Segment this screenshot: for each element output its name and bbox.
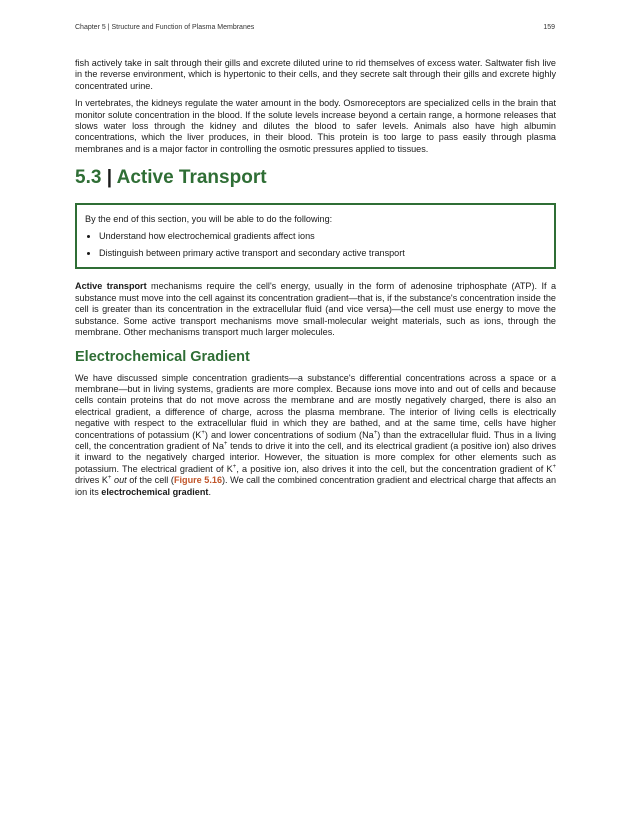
objective-item: • Distinguish between primary active transport and secondary active transport [99, 248, 544, 259]
page-number: 159 [543, 24, 555, 31]
text-run: ) and lower concentrations of sodium (Na [204, 429, 374, 440]
section-separator: | [106, 167, 113, 189]
superscript-plus: + [552, 463, 556, 470]
superscript-plus: + [107, 475, 112, 482]
text-run: drives K [75, 475, 108, 486]
term-active-transport: Active transport [75, 281, 147, 292]
superscript-plus: + [201, 429, 205, 436]
superscript-plus: + [223, 440, 228, 447]
superscript-plus: + [373, 429, 378, 436]
text-run: tends to drive it into the cell, and its electrical gradient (a positive ion) also drives it inward to the negatively charged interior. However, the situation is more complex for other elements such as potassium. The electrical gradient of K [75, 440, 556, 474]
objectives-intro: By the end of this section, you will be able to do the following: [85, 214, 333, 225]
page-header [75, 24, 555, 36]
text-run: ). We call the combined concentration gradient and electrical charge that affects an ion its [75, 475, 557, 497]
active-transport-text: mechanisms require the cell's energy, usually in the form of adenosine triphosphate (ATP). If a substance must move into the cell against its concentration gradient—that is, if the substance's concentration inside the cell is greater than its concentration in the extracellular fluid (and vice versa)—the cell must use energy to move the substance. Some active transport mechanisms move small-molecular weight materials, such as ions, through the membrane. Other mechanisms transport much larger molecules. [75, 281, 556, 338]
superscript-plus: + [232, 463, 237, 470]
objective-item: • Understand how electrochemical gradients affect ions [99, 231, 544, 242]
learning-objectives-box [75, 203, 556, 269]
chapter-title: Chapter 5 | Structure and Function of Plasma Membranes [75, 24, 255, 31]
text-run: , a positive ion, also drives it into the cell, but the concentration gradient of K [236, 463, 553, 474]
emphasis-out: out [114, 475, 127, 486]
text-run: We have discussed simple concentration gradients—a substance's differential concentrations across a space or a membrane—but in living systems, gradients are more complex. Because ions move into and out of cells and because cells contain proteins that do not move across the membrane and are mostly negatively charged, there is also an electrical gradient, a difference of charge, across the plasma membrane. The interior of living cells is electrically negative with respect to the extracellular fluid in which they are bathed, and at the same time, cells have higher concentrations of potassium (K [75, 372, 556, 440]
text-run: of the cell ( [126, 475, 174, 486]
section-title: Active Transport [116, 167, 267, 189]
objectives-list [85, 231, 544, 260]
section-number: 5.3 [75, 167, 102, 189]
paragraph-osmoregulation-fish: fish actively take in salt through their gills and excrete diluted urine to rid themselves of excess water. Saltwater fish live in the reverse environment, which is hypertonic to their cells, and they secrete salt through their gills and excrete highly concentrated urine. [75, 58, 556, 91]
text-run: . [208, 486, 211, 497]
subsection-heading: Electrochemical Gradient [75, 348, 250, 365]
page-content [75, 58, 556, 504]
figure-reference-link[interactable]: Figure 5.16 [173, 475, 223, 486]
section-heading [75, 167, 556, 189]
paragraph-electrochemical-gradient [75, 373, 556, 498]
text-run: ) than the extracellular fluid. Thus in a living cell, the concentration gradient of Na [75, 429, 556, 451]
term-electrochemical-gradient: electrochemical gradient [101, 486, 209, 497]
paragraph-active-transport [75, 281, 556, 338]
paragraph-kidneys: In vertebrates, the kidneys regulate the water amount in the body. Osmoreceptors are specialized cells in the brain that monitor solute concentration in the blood. If the solute levels increase beyond a certain range, a hormone releases that slows water loss through the kidney and dilutes the blood to safer levels. Animals also have high albumin concentrations, which the liver produces, in their blood. This protein is too large to pass easily through plasma membranes and is a major factor in controlling the osmotic pressures applied to tissues. [75, 98, 556, 154]
